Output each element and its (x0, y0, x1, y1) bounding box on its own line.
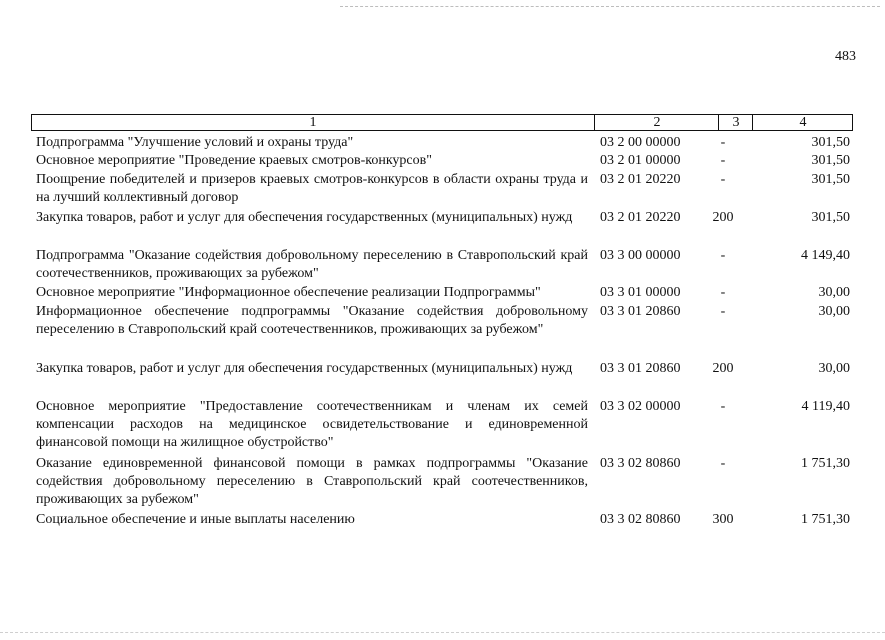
row-name: Информационное обеспечение подпрограммы "Оказание содействия добровольному переселению в Ставропольский край соотечественников, проживающих за рубежом" (36, 304, 588, 337)
row-vr: - (720, 248, 726, 263)
row-code: 03 3 02 00000 (600, 399, 681, 414)
row-name: Социальное обеспечение и иные выплаты населению (36, 512, 355, 527)
row-code: 03 3 02 80860 (600, 512, 681, 527)
row-vr: - (720, 172, 726, 187)
row-amount: 301,50 (811, 135, 850, 150)
row-name: Закупка товаров, работ и услуг для обеспечения государственных (муниципальных) нужд (36, 361, 573, 376)
row-code: 03 2 01 00000 (600, 153, 681, 168)
row-vr: 200 (712, 361, 734, 376)
row-code: 03 3 01 00000 (600, 285, 681, 300)
row-code: 03 3 01 20860 (600, 361, 681, 376)
row-vr: - (720, 456, 726, 471)
row-vr: 200 (712, 210, 734, 225)
row-vr: - (720, 153, 726, 168)
row-amount: 30,00 (818, 285, 850, 300)
row-amount: 30,00 (818, 361, 850, 376)
header-col-2: 2 (594, 115, 719, 130)
row-name: Оказание единовременной финансовой помощи в рамках подпрограммы "Оказание содействия добровольному переселению в Ставропольский край соотечественников, проживающих за рубежом" (36, 456, 588, 507)
row-code: 03 3 00 00000 (600, 248, 681, 263)
row-code: 03 3 01 20860 (600, 304, 681, 319)
header-col-1: 1 (309, 115, 317, 130)
row-amount: 1 751,30 (801, 512, 850, 527)
row-amount: 30,00 (818, 304, 850, 319)
row-amount: 4 149,40 (801, 248, 850, 263)
header-col-4: 4 (752, 115, 853, 130)
row-amount: 1 751,30 (801, 456, 850, 471)
row-amount: 301,50 (811, 172, 850, 187)
scan-edge-bottom (0, 632, 885, 633)
row-vr: 300 (712, 512, 734, 527)
scan-edge-top (340, 6, 880, 7)
row-amount: 301,50 (811, 210, 850, 225)
row-vr: - (720, 135, 726, 150)
row-name: Основное мероприятие "Информационное обеспечение реализации Подпрограммы" (36, 285, 541, 300)
table-header (31, 114, 853, 131)
row-amount: 301,50 (811, 153, 850, 168)
row-name: Поощрение победителей и призеров краевых смотров-конкурсов в области охраны труда и на лучший коллективный договор (36, 172, 588, 205)
row-vr: - (720, 304, 726, 319)
row-code: 03 3 02 80860 (600, 456, 681, 471)
row-name: Основное мероприятие "Проведение краевых смотров-конкурсов" (36, 153, 432, 168)
row-amount: 4 119,40 (801, 399, 850, 414)
row-code: 03 2 01 20220 (600, 172, 681, 187)
row-code: 03 2 01 20220 (600, 210, 681, 225)
row-vr: - (720, 285, 726, 300)
row-name: Закупка товаров, работ и услуг для обеспечения государственных (муниципальных) нужд (36, 210, 573, 225)
row-vr: - (720, 399, 726, 414)
row-name: Основное мероприятие "Предоставление соотечественникам и членам их семей компенсации расходов на медицинское освидетельствование и единовременной финансовой помощи на жилищное обустройство" (36, 399, 588, 450)
header-col-3: 3 (718, 115, 753, 130)
row-name: Подпрограмма "Оказание содействия добровольному переселению в Ставропольский край соотечественников, проживающих за рубежом" (36, 248, 588, 281)
page-number: 483 (835, 49, 856, 64)
row-code: 03 2 00 00000 (600, 135, 681, 150)
row-name: Подпрограмма "Улучшение условий и охраны труда" (36, 135, 354, 150)
